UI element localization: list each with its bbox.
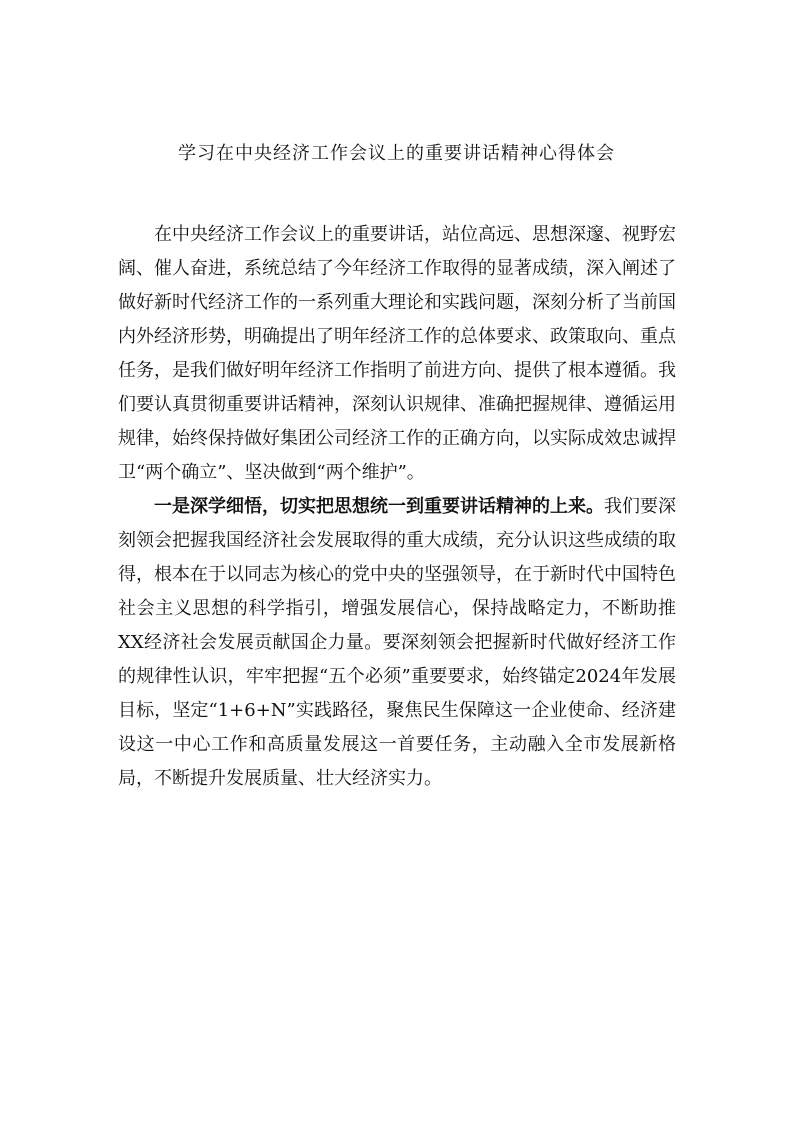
paragraph-intro-text: 在中央经济工作会议上的重要讲话，站位高远、思想深邃、视野宏阔、催人奋进，系统总结了今年经济工作取得的显著成绩，深入阐述了做好新时代经济工作的一系列重大理论和实践问题，深刻分析了当前国内外经济形势，明确提出了明年经济工作的总体要求、政策取向、重点任务，是我们做好明年经济工作指明了前进方向、提供了根本遵循。我们要认真贯彻重要讲话精神，深刻认识规律、准确把握规律、遵循运用规律，始终保持做好集团公司经济工作的正确方向，以实际成效忠诚捍卫“两个确立”、坚决做到“两个维护”。 [118, 224, 676, 483]
document-title: 学习在中央经济工作会议上的重要讲话精神心得体会 [178, 143, 615, 164]
paragraph-point-one [118, 490, 676, 796]
paragraph-point-one-heading: 一是深学细悟，切实把思想统一到重要讲话精神的上来。 [154, 496, 604, 517]
paragraph-point-one-text: 我们要深刻领会把握我国经济社会发展取得的重大成绩，充分认识这些成绩的取得，根本在于以同志为核心的党中央的坚强领导，在于新时代中国特色社会主义思想的科学指引，增强发展信心，保持战略定力，不断助推XX经济社会发展贡献国企力量。要深刻领会把握新时代做好经济工作的规律性认识，牢牢把握“五个必须”重要要求，始终锚定2024年发展目标，坚定“1+6+N”实践路径，聚焦民生保障这一企业使命、经济建设这一中心工作和高质量发展这一首要任务，主动融入全市发展新格局，不断提升发展质量、壮大经济实力。 [118, 496, 676, 789]
document-body [118, 218, 676, 796]
paragraph-intro [118, 218, 676, 490]
